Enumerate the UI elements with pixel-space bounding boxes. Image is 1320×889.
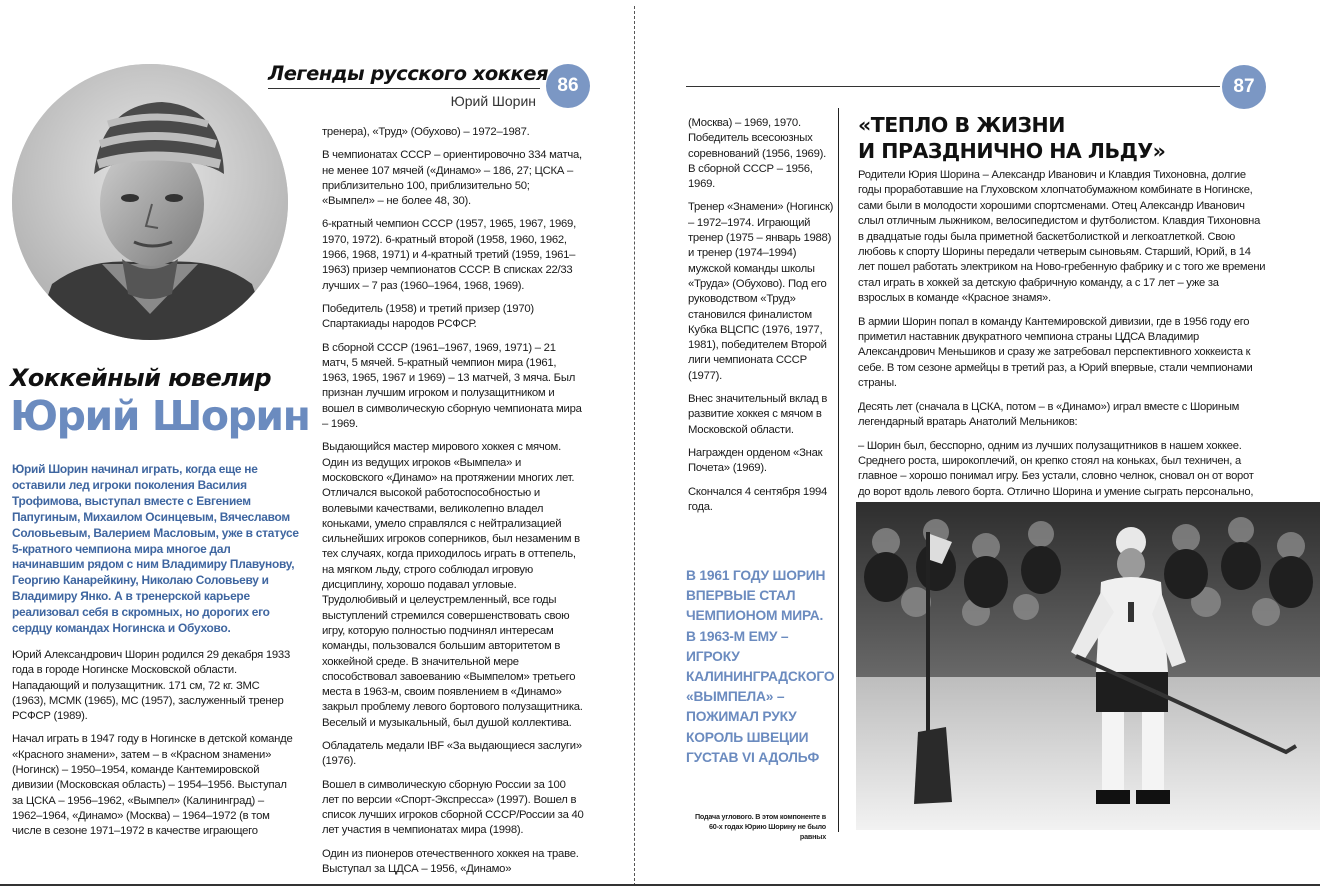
body-paragraph: Один из пионеров отечественного хоккея на траве. Выступал за ЦДСА – 1956, «Динамо»	[322, 847, 579, 876]
right-page	[638, 0, 1320, 889]
article-body	[858, 168, 1268, 524]
series-title-rule	[268, 88, 540, 89]
body-paragraph: 6-кратный чемпион СССР (1957, 1965, 1967, 1969, 1970, 1972). 6-кратный второй (1958, 1960, 1962, 1966, 1968, 1971) и 4-кратный третий (1959, 1961–1963) призер чемпионатов СССР. В списках 22/33 лучших – 7 раз (1960–1964, 1968, 1969).	[322, 218, 576, 292]
hockey-player-illustration	[856, 502, 1320, 830]
body-paragraph: Скончался 4 сентября 1994 года.	[688, 485, 828, 513]
body-paragraph: Обладатель медали IBF «За выдающиеся заслуги» (1976).	[322, 739, 582, 768]
body-paragraph: Внес значительный вклад в развитие хоккея с мячом в Московской области.	[688, 393, 828, 436]
series-title: Легенды русского хоккея	[268, 62, 548, 85]
article-title-line: И ПРАЗДНИЧНО НА ЛЬДУ»	[858, 139, 1166, 163]
portrait-photo	[12, 64, 288, 340]
column-divider	[838, 108, 839, 832]
series-author: Юрий Шорин	[450, 93, 536, 109]
pull-quote: В 1961 ГОДУ ШОРИН ВПЕРВЫЕ СТАЛ ЧЕМПИОНОМ МИРА. В 1963-М ЕМУ – ИГРОКУ КАЛИНИНГРАДСКОГО «ВЫМПЕЛА» – ПОЖИМАЛ РУКУ КОРОЛЬ ШВЕЦИИ ГУСТАВ VI АДОЛЬФ	[686, 568, 835, 765]
article-title	[858, 112, 1165, 164]
body-paragraph: Тренер «Знамени» (Ногинск) – 1972–1974. Играющий тренер (1975 – январь 1988) и тренер (1974–1994) мужской команды школы «Труда» (Обухово). Под его руководством «Труд» становился финалистом Кубка ВЦСПС (1976, 1977, 1981), победителем Второй лиги чемпионата СССР (1977).	[688, 201, 834, 382]
header-rule	[686, 86, 1220, 87]
body-column-c	[688, 116, 836, 523]
body-paragraph: тренера), «Труд» (Обухово) – 1972–1987.	[322, 126, 530, 138]
body-paragraph: Выдающийся мастер мирового хоккея с мячом. Один из ведущих игроков «Вымпела» и московского «Динамо» на протяжении многих лет. Отличался высокой работоспособностью и волевыми качествами, великолепно владел коньками, умело справлялся с нейтрализацией сильнейших игроков соперников, был незаменим в тех случаях, когда приходилось играть в оттепель, на мягком льду, строго соблюдал игровую дисциплину, хорошо подавал угловые. Трудолюбивый и целеустремленный, все годы выступлений стремился совершенствовать свою игру, которую полностью подчинял интересам команды, пользовался большим авторитетом в хоккейной среде. В значительной мере способствовал завоеванию «Вымпелом» третьего места в 1963-м, своим появлением в «Динамо» закрыл проблему левого бортового полузащитника. Веселый и музыкальный, был душой коллектива.	[322, 441, 583, 729]
body-paragraph: В чемпионатах СССР – ориентировочно 334 матча, не менее 107 мячей («Динамо» – 186, 27; ЦСКА – приблизительно 100, приблизительно 50; «Вымпел» – не более 48, 30).	[322, 149, 582, 208]
page-fold-line	[634, 6, 635, 886]
body-paragraph: Вошел в символическую сборную России за 100 лет по версии «Спорт-Экспресса» (1997). Вошел в список лучших игроков сборной СССР/России за 40 лет участия в чемпионатах мира (1998).	[322, 778, 584, 837]
portrait-illustration	[12, 64, 288, 340]
body-column-a	[12, 648, 296, 848]
body-paragraph: В армии Шорин попал в команду Кантемировской дивизии, где в 1956 году его приметил наставник двукратного чемпиона страны ЦДСА Владимир Александрович Меньшиков и сразу же затребовал перспективного хоккеиста к себе. В том сезоне армейцы в третий раз, а Юрий впервые, стали чемпионами страны.	[858, 315, 1253, 390]
body-paragraph: (Москва) – 1969, 1970. Победитель всесоюзных соревнований (1956, 1969). В сборной СССР – 1956, 1969.	[688, 117, 827, 191]
player-name-headline: Юрий Шорин	[10, 392, 310, 440]
left-page	[0, 0, 634, 889]
body-paragraph: – Шорин был, бесспорно, одним из лучших полузащитников в нашем хоккее. Среднего роста, широкоплечий, он крепко стоял на коньках, был техничен, а главное – хорошо понимал игру. Без устали, словно челнок, сновал он от ворот до ворот вдоль левого борта. Отлично Шорина и умение сыграть персонально,	[858, 439, 1254, 498]
page-bottom-rule	[0, 884, 1320, 886]
body-column-b	[322, 125, 584, 885]
page-number-right: 87	[1222, 65, 1266, 109]
photo-caption: Подача углового. В этом компоненте в 60-х годах Юрию Шорину не было равных	[694, 812, 826, 841]
body-paragraph: Начал играть в 1947 году в Ногинске в детской команде «Красного знамени», затем – в «Красном знамени» (Ногинск) – 1950–1954, команде Кантемировской дивизии (Московская область) – 1954–1956. Выступал за ЦСКА – 1956–1962, «Вымпел» (Калининград) – 1962–1964, «Динамо» (Москва) – 1964–1972 (в том числе в сезоне 1971–1972 в качестве играющего	[12, 733, 293, 838]
body-paragraph: Десять лет (сначала в ЦСКА, потом – в «Динамо») играл вместе с Шориным легендарный вратарь Анатолий Мельников:	[858, 400, 1240, 429]
body-paragraph: Юрий Александрович Шорин родился 29 декабря 1933 года в городе Ногинске Московской области. Нападающий и полузащитник. 171 см, 72 кг. ЗМС (1963), МСМК (1965), МС (1957), заслуженный тренер РСФСР (1989).	[12, 649, 290, 723]
body-paragraph: Родители Юрия Шорина – Александр Иванович и Клавдия Тихоновна, долгие годы проработавшие на Глуховском хлопчатобумажном комбинате в Ногинске, сами были в молодости хорошими спортсменами. Отец Александр Иванович слыл отличным лыжником, велосипедистом и футболистом. Клавдия Тихоновна в двадцатые годы была приметной баскетболисткой и легкоатлеткой. Свою любовь к спорту Шорины передали четверым сыновьям. Старший, Юрий, в 14 лет пошел работать электриком на Ново-гребенную фабрику и с того же времени стал играть в хоккей за детскую фабричную команду, а с 17 лет – уже за взрослых в команде «Красное знамя».	[858, 169, 1266, 305]
body-paragraph: Награжден орденом «Знак Почета» (1969).	[688, 446, 823, 475]
action-photo	[856, 502, 1320, 830]
lead-paragraph: Юрий Шорин начинал играть, когда еще не оставили лед игроки поколения Василия Трофимова, выступал вместе с Евгением Папугиным, Михаилом Осинцевым, Вячеславом Соловьевым, Валерием Масловым, уже в статусе 5-кратного чемпиона мира многое дал начинавшим рядом с ним Владимиру Плавунову, Георгию Канарейкину, Николаю Соловьеву и Владимиру Янко. А в тренерской карьере реализовал себя в скромных, но дорогих его сердцу командах Ногинска и Обухово.	[12, 462, 299, 636]
body-paragraph: В сборной СССР (1961–1967, 1969, 1971) – 21 матч, 5 мячей. 5-кратный чемпион мира (1961, 1963, 1965, 1967 и 1969) – 13 матчей, 3 мяча. Был признан лучшим игроком и полузащитником и вошел в символическую сборную чемпионата мира – 1969.	[322, 341, 582, 431]
article-kicker: Хоккейный ювелир	[10, 364, 271, 392]
article-title-line: «ТЕПЛО В ЖИЗНИ	[858, 113, 1065, 137]
page-number-left: 86	[546, 64, 590, 108]
body-paragraph: Победитель (1958) и третий призер (1970) Спартакиады народов РСФСР.	[322, 302, 534, 331]
